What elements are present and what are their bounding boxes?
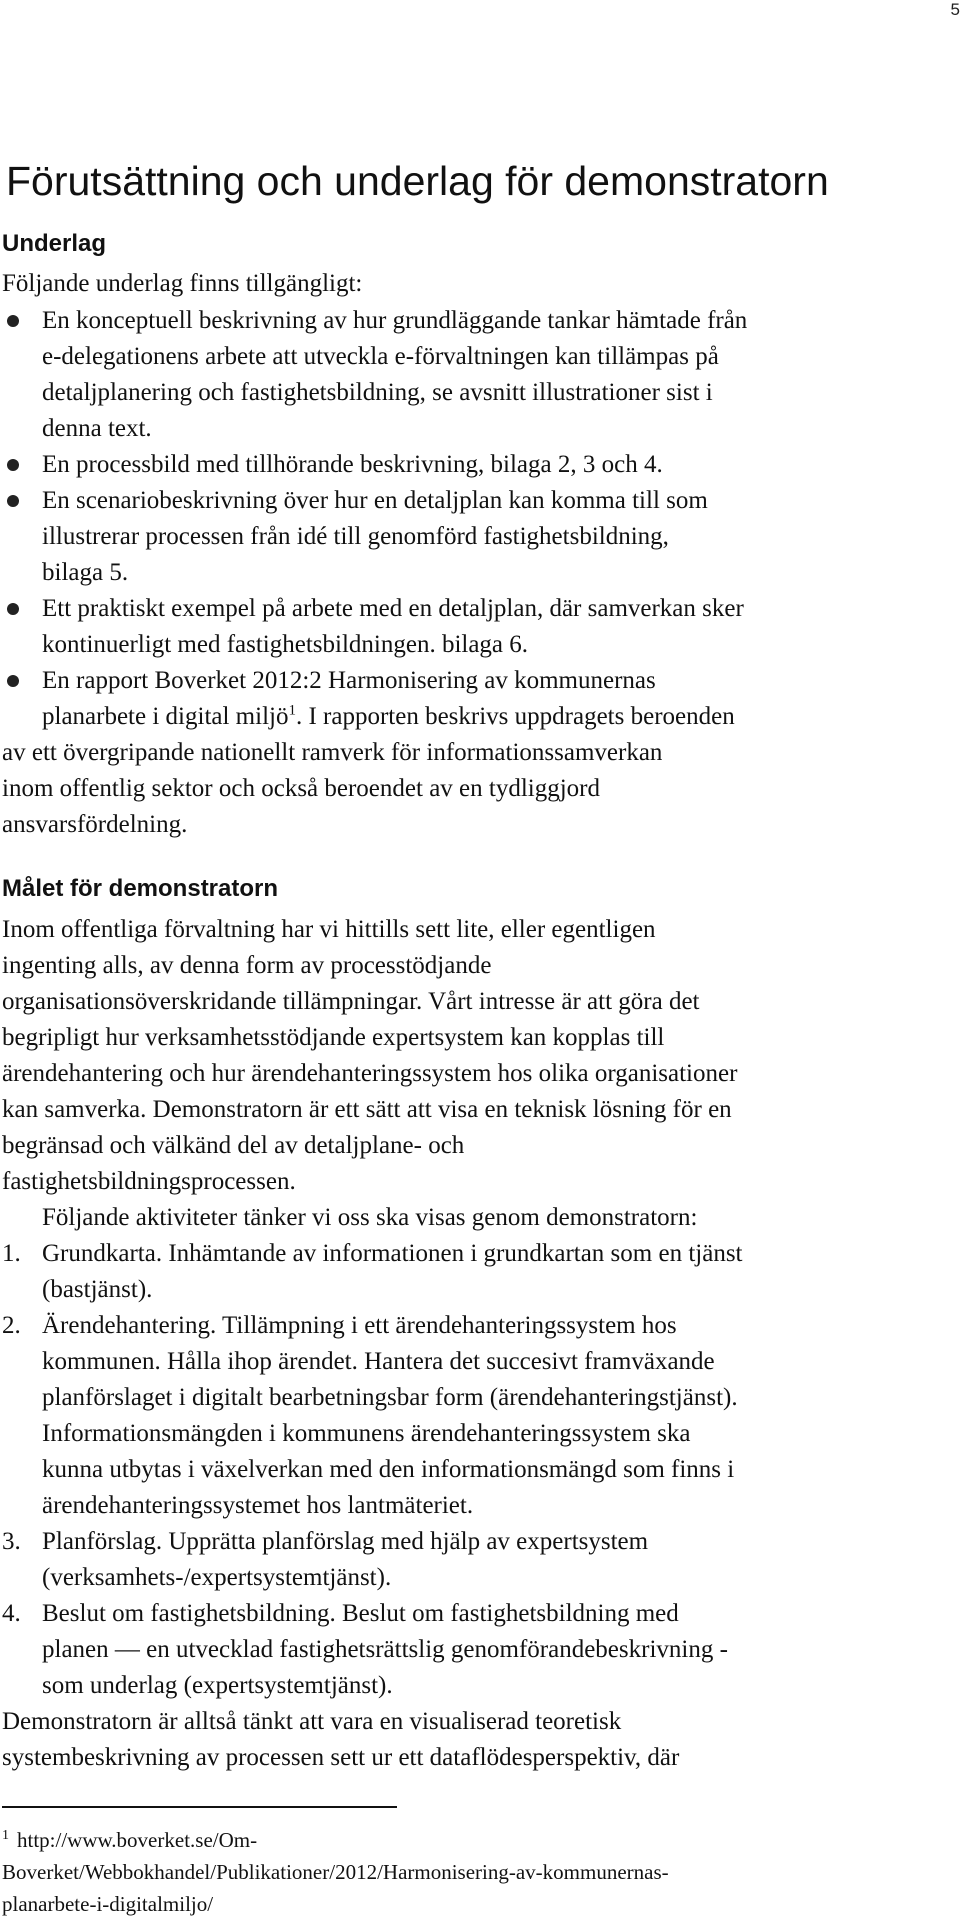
text-line [2, 1824, 902, 1856]
list-item-text [42, 303, 902, 447]
bullet-icon [7, 315, 19, 327]
list-number: 4. [2, 1600, 21, 1627]
text-line: inom offentlig sektor och också beroendet av en tydliggjord [2, 775, 600, 802]
text-line: planförslaget i digitalt bearbetningsbar form (ärendehanteringstjänst). [42, 1384, 738, 1411]
text-line: Beslut om fastighetsbildning. Beslut om fastighetsbildning med [42, 1600, 679, 1627]
text-line: En konceptuell beskrivning av hur grundläggande tankar hämtade från [42, 307, 748, 334]
closing-paragraph [2, 1704, 902, 1776]
text-line: En processbild med tillhörande beskrivning, bilaga 2, 3 och 4. [42, 451, 663, 478]
malet-paragraph [2, 912, 902, 1200]
footnote-link[interactable]: planarbete-i-digitalmiljo/ [2, 1892, 214, 1916]
page-number: 5 [950, 0, 960, 19]
text-line: ansvarsfördelning. [2, 811, 188, 838]
text-line: En rapport Boverket 2012:2 Harmonisering av kommunernas [42, 667, 656, 694]
section-heading-malet: Målet för demonstratorn [2, 875, 279, 902]
text-line: e-delegationens arbete att utveckla e-förvaltningen kan tillämpas på [42, 343, 719, 370]
text-line: (verksamhets-/expertsystemtjänst). [42, 1564, 392, 1591]
text-line: ingenting alls, av denna form av processtödjande [2, 952, 492, 979]
text-line: ärendehanteringssystemet hos lantmäteriet. [42, 1492, 474, 1519]
text-line: Planförslag. Upprätta planförslag med hjälp av expertsystem [42, 1528, 649, 1555]
text-line: ärendehantering och hur ärendehanteringssystem hos olika organisationer [2, 1060, 738, 1087]
list-item-text [42, 1236, 912, 1308]
underlag-intro: Följande underlag finns tillgängligt: [2, 270, 363, 297]
activities-intro: Följande aktiviteter tänker vi oss ska visas genom demonstratorn: [42, 1204, 698, 1231]
text-line: Ärendehantering. Tillämpning i ett ärendehanteringssystem hos [42, 1312, 677, 1339]
bullet-icon [7, 675, 19, 687]
bullet-icon [7, 459, 19, 471]
text-line: planen — en utvecklad fastighetsrättslig genomförandebeskrivning - [42, 1636, 728, 1663]
text-line: begränsad och välkänd del av detaljplane- och [2, 1132, 465, 1159]
text-line: kan samverka. Demonstratorn är ett sätt att visa en teknisk lösning för en [2, 1096, 732, 1123]
text-line [42, 699, 902, 735]
underlag-continuation [2, 735, 902, 843]
text-line: kontinuerligt med fastighetsbildningen. bilaga 6. [42, 631, 529, 658]
footnote-link[interactable]: http://www.boverket.se/Om- [17, 1828, 258, 1852]
text-line: Grundkarta. Inhämtande av informationen i grundkartan som en tjänst [42, 1240, 743, 1267]
section-heading-underlag: Underlag [2, 230, 107, 257]
text-line: kommunen. Hålla ihop ärendet. Hantera det succesivt framväxande [42, 1348, 715, 1375]
list-item-text [42, 591, 902, 663]
text-line: En scenariobeskrivning över hur en detaljplan kan komma till som [42, 487, 708, 514]
text-line: Inom offentliga förvaltning har vi hittills sett lite, eller egentligen [2, 916, 656, 943]
bullet-icon [7, 495, 19, 507]
text-line: begripligt hur verksamhetsstödjande expertsystem kan kopplas till [2, 1024, 665, 1051]
list-item-text [42, 483, 902, 591]
bullet-icon [7, 603, 19, 615]
text-line: illustrerar processen från idé till genomförd fastighetsbildning, [42, 523, 669, 550]
text-line: Informationsmängden i kommunens ärendehanteringssystem ska [42, 1420, 691, 1447]
list-number: 3. [2, 1528, 21, 1555]
text-fragment: planarbete i digital miljö [42, 703, 289, 730]
page-title: Förutsättning och underlag för demonstratorn [6, 158, 829, 204]
footnote-mark: 1 [2, 1828, 9, 1843]
list-item-text [42, 1524, 912, 1596]
text-fragment: . I rapporten beskrivs uppdragets beroenden [295, 703, 735, 730]
list-number: 1. [2, 1240, 21, 1267]
list-number: 2. [2, 1312, 21, 1339]
text-line: denna text. [42, 415, 152, 442]
text-line: Demonstratorn är alltså tänkt att vara en visualiserad teoretisk [2, 1708, 622, 1735]
list-item-text [42, 663, 902, 735]
text-line: av ett övergripande nationellt ramverk för informationssamverkan [2, 739, 663, 766]
text-line: kunna utbytas i växelverkan med den informationsmängd som finns i [42, 1456, 735, 1483]
list-item-text [42, 1308, 912, 1524]
footnote [2, 1824, 902, 1920]
text-line: detaljplanering och fastighetsbildning, se avsnitt illustrationer sist i [42, 379, 713, 406]
text-line: som underlag (expertsystemtjänst). [42, 1672, 393, 1699]
list-item-text [42, 1596, 912, 1704]
text-line: bilaga 5. [42, 559, 129, 586]
text-line: (bastjänst). [42, 1276, 153, 1303]
text-line: organisationsöverskridande tillämpningar. Vårt intresse är att göra det [2, 988, 700, 1015]
text-line: Ett praktiskt exempel på arbete med en detaljplan, där samverkan sker [42, 595, 744, 622]
footnote-ref: 1 [288, 702, 296, 719]
text-line: systembeskrivning av processen sett ur ett dataflödesperspektiv, där [2, 1744, 680, 1771]
footnote-link[interactable]: Boverket/Webbokhandel/Publikationer/2012/Harmonisering-av-kommunernas- [2, 1860, 669, 1884]
footnote-divider [2, 1806, 397, 1808]
text-line: fastighetsbildningsprocessen. [2, 1168, 296, 1195]
list-item-text [42, 447, 902, 483]
